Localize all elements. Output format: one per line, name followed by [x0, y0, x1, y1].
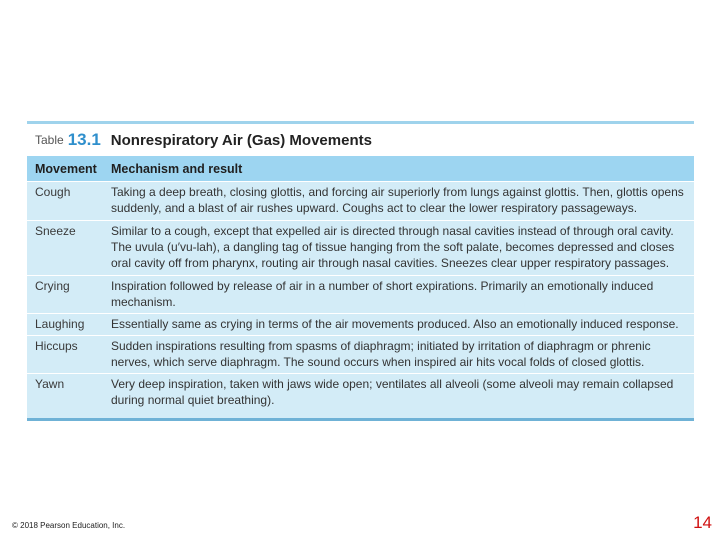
table-row [27, 181, 694, 220]
table-caption [27, 124, 694, 156]
movement-cell: Yawn [35, 377, 65, 391]
table-row [27, 275, 694, 313]
movement-cell: Sneeze [35, 224, 76, 238]
movement-cell: Hiccups [35, 339, 78, 353]
copyright-notice: © 2018 Pearson Education, Inc. [12, 521, 126, 530]
table-row [27, 335, 694, 373]
table-title: Nonrespiratory Air (Gas) Movements [110, 131, 372, 149]
movement-cell: Laughing [35, 317, 85, 331]
mechanism-cell: Essentially same as crying in terms of the air movements produced. Also an emotionally induced response. [111, 317, 679, 331]
table-row [27, 220, 694, 275]
header-movement: Movement [35, 161, 97, 176]
mechanism-cell: Very deep inspiration, taken with jaws wide open; ventilates all alveoli (some alveoli may remain collapsed during normal quiet breathing). [111, 377, 674, 407]
table-row [27, 373, 694, 413]
movement-cell: Cough [35, 185, 71, 199]
mechanism-cell: Similar to a cough, except that expelled air is directed through nasal cavities instead of through oral cavity. The uvula (u′vu-lah), a dangling tag of tissue hanging from the soft palate, becomes depressed and closes oral cavity off from pharynx, routing air through nasal cavities. Sneezes clear upper respiratory passages. [111, 224, 675, 270]
table-header-row [27, 156, 694, 181]
table-row [27, 313, 694, 335]
mechanism-cell: Sudden inspirations resulting from spasms of diaphragm; initiated by irritation of diaphragm or phrenic nerves, which serve diaphragm. The sound occurs when inspired air hits vocal folds of closed glottis. [111, 339, 651, 369]
mechanism-cell: Inspiration followed by release of air in a number of short expirations. Primarily an emotionally induced mechanism. [111, 279, 654, 309]
header-mechanism: Mechanism and result [111, 161, 243, 176]
mechanism-cell: Taking a deep breath, closing glottis, and forcing air superiorly from lungs against glottis. Then, glottis opens suddenly, and a blast of air rushes upward. Coughs act to clear the lower respiratory passageways. [111, 185, 684, 215]
table-number: 13.1 [67, 130, 101, 149]
table [27, 121, 694, 421]
table-label: Table [35, 133, 64, 147]
movement-cell: Crying [35, 279, 70, 293]
page-number: 14 [693, 513, 712, 532]
